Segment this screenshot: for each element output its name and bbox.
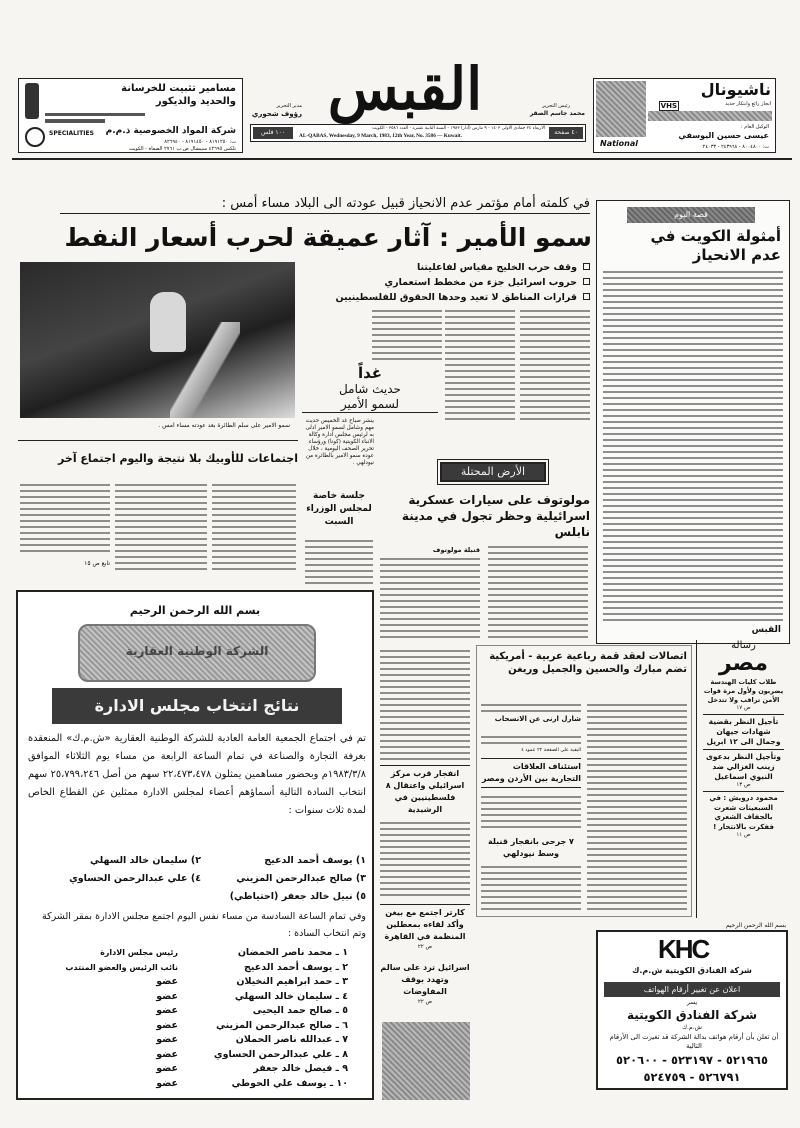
occupied-subhead: قنبلة مولوتوف [432, 546, 480, 554]
price-badge: ١٠٠ فلس [253, 127, 293, 139]
date-arabic: الاربعاء ٢٤ جمادى الاولى ١٤٠٣ - ٩ مارس (آذار) ١٩٨٣ - السنة الثانية عشرة - العدد ٣٥٨٦ - الكويت [372, 126, 545, 131]
khc-phones-2: ٥٢٦٧٩١ - ٥٢٤٧٥٩ [643, 1070, 741, 1084]
egypt-letter-country: مصر [719, 651, 768, 676]
board-row: ٢ ـ يوسف أحمد الدعيج نائب الرئيس والعضو المنتدب [65, 961, 348, 973]
ad-right-halftone [648, 111, 772, 121]
khc-company-small: شركة الفنادق الكويتية ش.م.ك [632, 966, 752, 975]
story-of-day-signature: القبس [751, 625, 781, 635]
election-bismillah: بسم الله الرحمن الرحيم [129, 604, 261, 617]
occupied-col-2 [380, 558, 480, 640]
checkbox-square-icon [583, 293, 590, 300]
bullet-item: قرارات المناطق لا تعيد وحدها الحقوق للفلسطينيين [300, 292, 590, 307]
board-row: ٦ ـ صالح عبدالرحمن المزيني عضو [156, 1019, 348, 1031]
elected-row: ٥) نبيل خالد جعفر (احتياطي) [229, 891, 366, 902]
egypt-item: وتأجيل النظر بدعوى زينب الغزالي ضد النبوي اسماعيل ص ١٣ [703, 749, 784, 791]
summit-col-left-3 [481, 796, 581, 832]
opec-col-1 [212, 484, 296, 574]
election-paragraph: تم في اجتماع الجمعية العامة العادية للشركة الوطنية العقارية «ش.م.ك» المنعقدة بغرفة التجارة والصناعة في تمام الساعة الرابعة من مساء يوم الثلاثاء الموافق ١٩٨٣/٣/٨م وبحضور مساهمين يمثلون ٢٢،٤٧٣،٤٧٨ سهم من أصل ٢٥،٧٩٩،٢٤٦ سهم انتخاب السادة التالية أسماؤهم أعضاء لمجلس الادارة ممثلين عن القطاع الخاص لمدة ثلاث سنوات : [28, 733, 366, 816]
khc-intro: يسر [686, 999, 698, 1006]
side-col-body-1 [380, 650, 470, 760]
egypt-item: طلاب كليات الهندسة يضربون ولأول مرة قوات الأمن تراقب ولا تتدخل ص ١٧ [703, 678, 784, 711]
summit-headline-1: اتصالات لعقد قمة رباعية عربية - أمريكية [489, 651, 687, 662]
board-row: ٩ ـ فيصل خالد جعفر عضو [156, 1063, 348, 1074]
elected-row: ١) يوسف أحمد الدعيج٢) سليمان خالد السهلي [90, 855, 366, 866]
specialities-logo-icon [25, 127, 45, 147]
side-story-headline: اسرائيل ترد على سالم وتهدد بوقف المفاوضات ص ٢٢ [380, 963, 470, 1005]
khc-abbr: ش.م.ك [682, 1024, 702, 1031]
company-logo-text: الشركة الوطنية العقارية [125, 644, 269, 658]
election-company-logo [78, 624, 316, 682]
interview-title-3: لسمو الأمير [302, 397, 438, 413]
side-col-body-2 [380, 822, 470, 898]
ad-right-phones: ت: ٨٠٠٤٨٠٠ - ٢٤٣٩٦٨ - ٢٤٠٣٣ [702, 144, 769, 150]
ad-left-company: شركة المواد الخصوصية ذ.م.م [105, 126, 236, 136]
story-of-day-body [603, 271, 783, 621]
tv-vcr-image [596, 81, 646, 137]
summit-subhead-3: ٧ جرحى بانفجار قنبلة وسط نيودلهي [488, 837, 574, 858]
bullet-item: وقف حرب الخليج مقياس لفاعليتنا [300, 262, 590, 277]
occupied-banner: الأرض المحتلة [440, 462, 546, 482]
khc-ad [596, 930, 788, 1090]
story-of-day-headline: أمثولة الكويت في عدم الانحياز [650, 227, 781, 264]
board-row: ٨ ـ علي عبدالرحمن الحساوي عضو [156, 1048, 348, 1060]
egypt-item: محمود درويش : في السبعينات شعرت بالجفاف الشعري ففكرت بالانتحار ! ص ١١ [703, 791, 784, 841]
board-row: ١٠ ـ يوسف علي الحوطي عضو [156, 1077, 348, 1089]
story-of-day-banner: قصة اليوم [627, 207, 755, 223]
summit-box [476, 645, 692, 917]
cabinet-body [305, 540, 373, 584]
khc-banner: اعلان عن تغيير أرقام الهواتف [604, 982, 780, 997]
anchor-bolt-icon [45, 119, 105, 123]
side-story-headline: انفجار قرب مركز اسرائيلي واعتقال ٨ فلسطينيين في الرشيدية [380, 765, 470, 816]
opec-continued: تابع ص ١٥ [84, 560, 110, 567]
election-title: نتائج انتخاب مجلس الادارة [52, 688, 342, 724]
summit-headlines [481, 650, 687, 676]
khc-logo: KHC [658, 934, 709, 964]
elected-row: ٣) صالح عبدالرحمن المزيني٤) علي عبدالرحمن الحساوي [69, 873, 366, 884]
occupied-col-1 [488, 546, 588, 640]
egypt-letter-label: رسالة [731, 640, 756, 651]
photo-caption: سمو الامير على سلم الطائرة بعد عودته مساء امس . [158, 422, 290, 429]
interview-body: ينشر صباح غد الخميس حديث مهم وشامل لسمو الامير ادلى به لرئيس مجلس ادارة وكالة الانباء الكويتية (كونا) ورؤساء تحرير الصحف اليومية ، خلال عودة سمو الامير بالطائرة من نيودلهي . [305, 418, 374, 466]
lead-bullets [300, 262, 590, 307]
emir-figure [150, 292, 186, 352]
ad-right-tagline: انجاز رائع وابتكار جديد [725, 101, 771, 107]
bullet-item: حروب اسرائيل جزء من مخطط استعماري [300, 277, 590, 292]
interview-box [302, 365, 438, 413]
summit-subhead-1: شارل ارنى عن الانسحاب [494, 715, 581, 723]
opec-col-3 [20, 484, 110, 554]
lead-body-col-2 [445, 310, 515, 420]
board-row: ٧ ـ عبدالله ناصر الحملان عضو [156, 1034, 348, 1045]
lead-body-col-1 [520, 310, 590, 420]
board-row: ٣ ـ حمد ابراهيم النخيلان عضو [156, 976, 348, 987]
board-table [28, 946, 348, 1091]
masthead-rule [12, 158, 792, 160]
vhs-badge: VHS [660, 102, 677, 110]
election-ad [16, 590, 374, 1100]
ad-left-phones: ت: ٨١٩١٢٥٠ - ٨١٩١٤٥٠ - ٨٢٦٩٤٠ [164, 139, 236, 145]
pages-badge: ٤٠ صفحة [549, 127, 583, 139]
ad-right-agent-label: الوكيل العام : [741, 124, 769, 130]
occupied-headline: مولوتوف على سيارات عسكرية اسرائيلية وحظر تجول في مدينة نابلس [401, 493, 590, 539]
opec-col-2 [115, 484, 207, 574]
anchor-bolt-icon [45, 113, 145, 116]
lead-body-col-3 [372, 310, 442, 360]
cabinet-headline: جلسة خاصة لمجلس الوزراء السبت [306, 491, 372, 527]
ad-right-brand: ناشيونال [700, 80, 771, 99]
egypt-item: تأجيل النظر بقضية شهادات جيهان وجمال الى ١٢ ابريل [703, 714, 784, 749]
election-paragraph-2: وفي تمام الساعة السادسة من مساء نفس اليوم اجتمع مجلس الادارة بمقر الشركة وتم انتخاب السادة : [42, 911, 366, 939]
board-row: ٤ ـ سليمان خالد السهلي عضو [156, 990, 348, 1002]
summit-col-right [587, 704, 687, 912]
summit-col-left-1 [481, 704, 581, 712]
lead-rule [18, 440, 298, 441]
lead-kicker: في كلمته أمام مؤتمر عدم الانحياز قبيل عودته الى البلاد مساء أمس : [60, 196, 590, 214]
ad-left [18, 78, 243, 153]
story-of-day-box [596, 200, 790, 644]
board-row: ٥ ـ صالح حمد اليحيى عضو [156, 1005, 348, 1016]
interview-title-2: حديث شامل [339, 382, 401, 396]
side-story-headline: كارتر اجتمع مع بيغن وأكد لقاءه بمعطلين المنظمة في القاهرة ص ٢٢ [380, 904, 470, 951]
interview-title-1: غداً [357, 364, 383, 382]
checkbox-square-icon [583, 263, 590, 270]
editor-label: رئيس التحرير [542, 103, 570, 109]
summit-col-left-4 [481, 866, 581, 912]
egypt-letter [696, 640, 790, 918]
ad-right [593, 78, 776, 153]
summit-continued: البقية على الصفحة ٢٢ عمود ٤ [521, 748, 581, 753]
ad-left-company-en: SPECIALITIES [49, 130, 94, 137]
editor-in-chief: محمد جاسم الصقر [529, 110, 585, 117]
side-halftone-image [382, 1022, 470, 1100]
ad-right-brand-en: National [600, 139, 638, 148]
summit-headline-2: تضم مبارك والحسين والجميل وريغن [508, 664, 687, 675]
opec-headline: اجتماعات للأوبيك بلا نتيجة واليوم اجتماع آخر [58, 452, 298, 465]
khc-company: شركة الفنادق الكويتية [626, 1008, 758, 1022]
board-row: ١ ـ محمد ناصر الحمضان رئيس مجلس الادارة [100, 947, 348, 958]
khc-bismillah: بسم الله الرحمن الرحيم [725, 922, 786, 929]
checkbox-square-icon [583, 278, 590, 285]
managing-editor: رؤوف شحوري [251, 110, 302, 118]
ad-right-agent: عيسى حسين اليوسفي [678, 131, 769, 140]
summit-col-left-2 [481, 736, 581, 746]
summit-subhead-2: استئناف العلاقات التجارية بين الأردن ومصر [481, 758, 581, 788]
khc-phones-1: ٥٢١٩٦٥ - ٥٢٣١٩٧ - ٥٢٠٦٠٠ [616, 1053, 768, 1067]
ad-left-headline: مسامير تثبيت للخرسانة والحديد والديكور [121, 83, 236, 107]
lead-photo [20, 262, 295, 418]
ad-left-telex: تلكس ٤٢٦٩٥ سبيشال ص.ب ٢٧٦١ الصفاة - الكويت [129, 146, 236, 152]
managing-editor-label: مدير التحرير [276, 103, 302, 109]
date-bar [250, 124, 586, 142]
khc-body: أن تعلن بأن أرقام هواتف بدالة الشركة قد تغيرت الى الأرقام التالية [609, 1033, 779, 1050]
lead-headline: سمو الأمير : آثار عميقة لحرب أسعار النفط [64, 223, 592, 252]
newspaper-logo: القبس [327, 55, 483, 123]
elected-list [28, 852, 366, 906]
drill-icon [25, 83, 39, 119]
date-english: AL-QABAS, Wednesday, 9 March, 1983, 12th Year, No. 3586 — Kuwait. [299, 133, 462, 139]
